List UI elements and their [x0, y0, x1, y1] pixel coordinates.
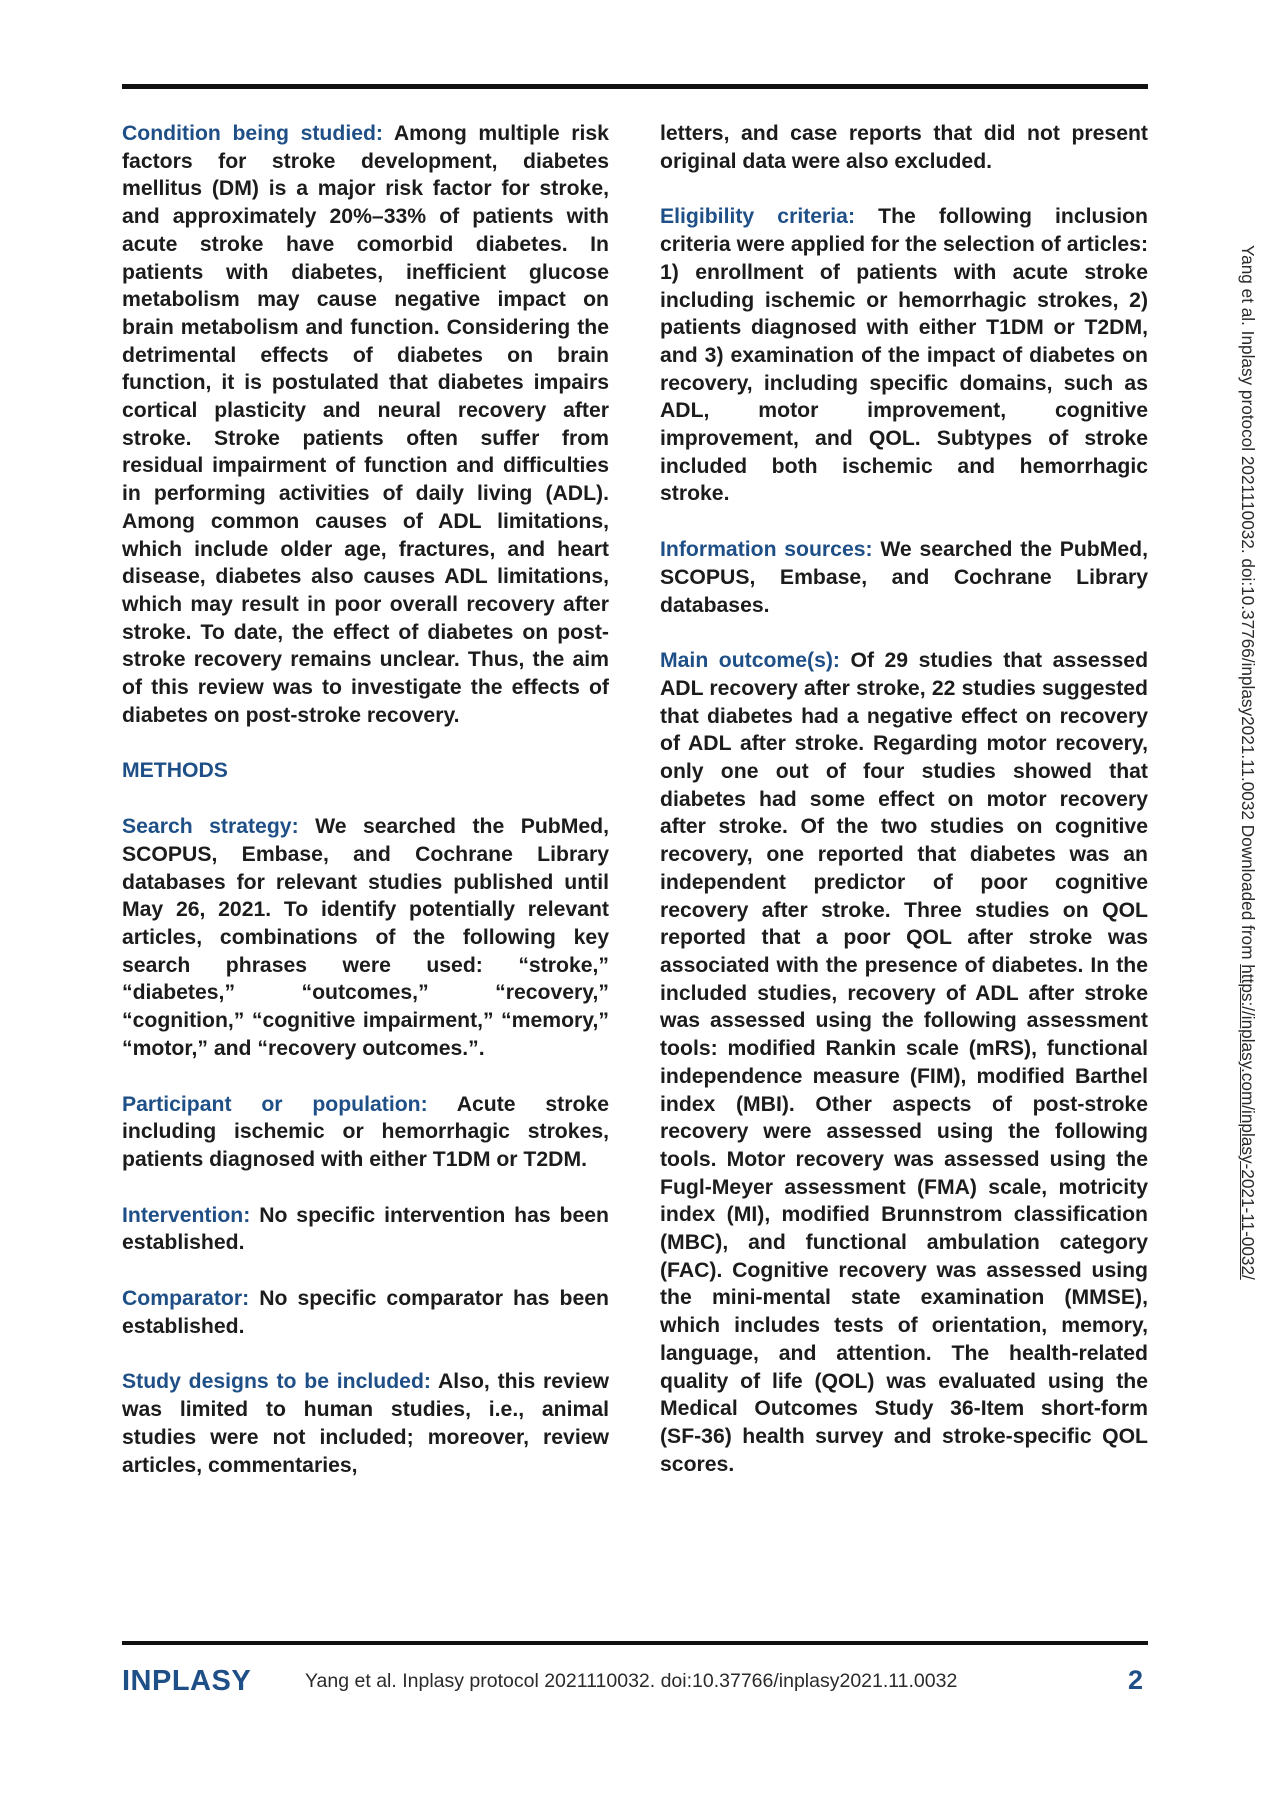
information-sources-heading: Information sources:: [660, 538, 873, 562]
study-designs-heading: Study designs to be included:: [122, 1370, 431, 1394]
right-column: [660, 120, 1148, 1506]
eligibility-text: The following inclusion criteria were applied for the selection of articles: 1) enrollment of patients with acute stroke including ischemic or hemorrhagic strokes, 2) patients diagnosed with either T1DM or T2DM, and 3) examination of the impact of diabetes on recovery, including specific domains, such as ADL, motor improvement, cognitive improvement, and QOL. Subtypes of stroke included both ischemic and hemorrhagic stroke.: [660, 205, 1148, 506]
intervention-heading: Intervention:: [122, 1203, 251, 1227]
information-sources-paragraph: [660, 536, 1148, 619]
footer-citation: Yang et al. Inplasy protocol 2021110032. doi:10.37766/inplasy2021.11.0032: [305, 1670, 958, 1692]
condition-paragraph: [122, 120, 609, 729]
information-sources-text: We searched the PubMed, SCOPUS, Embase, and Cochrane Library databases.: [660, 538, 1148, 617]
condition-text: Among multiple risk factors for stroke development, diabetes mellitus (DM) is a major risk factor for stroke, and approximately 20%–33% of patients with acute stroke have comorbid diabetes. In patients with diabetes, inefficient glucose metabolism may cause negative impact on brain metabolism and function. Considering the detrimental effects of diabetes on brain function, it is postulated that diabetes impairs cortical plasticity and neural recovery after stroke. Stroke patients often suffer from residual impairment of function and difficulties in performing activities of daily living (ADL). Among common causes of ADL limitations, which include older age, fractures, and heart disease, diabetes also causes ADL limitations, which may result in poor overall recovery after stroke. To date, the effect of diabetes on post-stroke recovery remains unclear. Thus, the aim of this review was to investigate the effects of diabetes on post-stroke recovery.: [122, 122, 609, 727]
participant-heading: Participant or population:: [122, 1092, 428, 1116]
participant-paragraph: [122, 1091, 609, 1174]
intervention-text: No specific intervention has been established.: [122, 1203, 610, 1255]
footer-brand-logo: INPLASY: [122, 1665, 252, 1697]
side-note-link[interactable]: https://inplasy.com/inplasy-2021-11-0032/: [1238, 964, 1258, 1280]
main-outcomes-text: Of 29 studies that assessed ADL recovery after stroke, 22 studies suggested that diabetes had a negative effect on recovery of ADL after stroke. Regarding motor recovery, only one out of four studies showed that diabetes had some effect on motor recovery after stroke. Of the two studies on cognitive recovery, one reported that diabetes was an independent predictor of poor cognitive recovery after stroke. Three studies on QOL reported that a poor QOL after stroke was associated with the presence of diabetes. In the included studies, recovery of ADL after stroke was assessed using the following assessment tools: modified Rankin scale (mRS), functional independence measure (FIM), modified Barthel index (MBI). Other aspects of post-stroke recovery were assessed using the following tools. Motor recovery was assessed using the Fugl-Meyer assessment (FMA) scale, motricity index (MI), modified Brunnstrom classification (MBC), and functional ambulation category (FAC). Cognitive recovery was assessed using the mini-mental state examination (MMSE), which includes tests of orientation, memory, language, and attention. The health-related quality of life (QOL) was evaluated using the Medical Outcomes Study 36-Item short-form (SF-36) health survey and stroke-specific QOL scores.: [660, 649, 1149, 1476]
eligibility-paragraph: [660, 203, 1148, 508]
main-outcomes-paragraph: [660, 647, 1148, 1478]
bottom-rule: [122, 1641, 1148, 1645]
continuation-paragraph: letters, and case reports that did not present original data were also excluded.: [660, 122, 1148, 173]
study-designs-paragraph: [122, 1368, 609, 1479]
left-column: [122, 120, 609, 1507]
intervention-paragraph: [122, 1202, 609, 1257]
comparator-text: No specific comparator has been established.: [122, 1287, 610, 1338]
condition-heading: Condition being studied:: [122, 122, 383, 145]
participant-text: Acute stroke including ischemic or hemorrhagic strokes, patients diagnosed with either T1DM or T2DM.: [122, 1092, 609, 1171]
search-strategy-paragraph: [122, 813, 609, 1062]
main-outcomes-heading: Main outcome(s):: [660, 649, 840, 673]
side-note-text: Yang et al. Inplasy protocol 2021110032. doi:10.37766/inplasy2021.11.0032 Downloaded from: [1238, 245, 1258, 965]
search-strategy-text: We searched the PubMed, SCOPUS, Embase, and Cochrane Library databases for relevant studies published until May 26, 2021. To identify potentially relevant articles, combinations of the following key search phrases were used: “stroke,” “diabetes,” “outcomes,” “recovery,” “cognition,” “cognitive impairment,” “memory,” “motor,” and “recovery outcomes.”.: [122, 815, 609, 1060]
comparator-heading: Comparator:: [122, 1287, 250, 1311]
study-designs-text: Also, this review was limited to human studies, i.e., animal studies were not included; moreover, review articles, commentaries,: [122, 1370, 609, 1477]
search-strategy-heading: Search strategy:: [122, 815, 299, 839]
comparator-paragraph: [122, 1285, 609, 1340]
side-download-note: [1238, 245, 1258, 1280]
eligibility-heading: Eligibility criteria:: [660, 205, 856, 229]
top-rule: [122, 84, 1148, 89]
methods-title: METHODS: [122, 759, 228, 783]
page-number: 2: [1128, 1665, 1144, 1695]
